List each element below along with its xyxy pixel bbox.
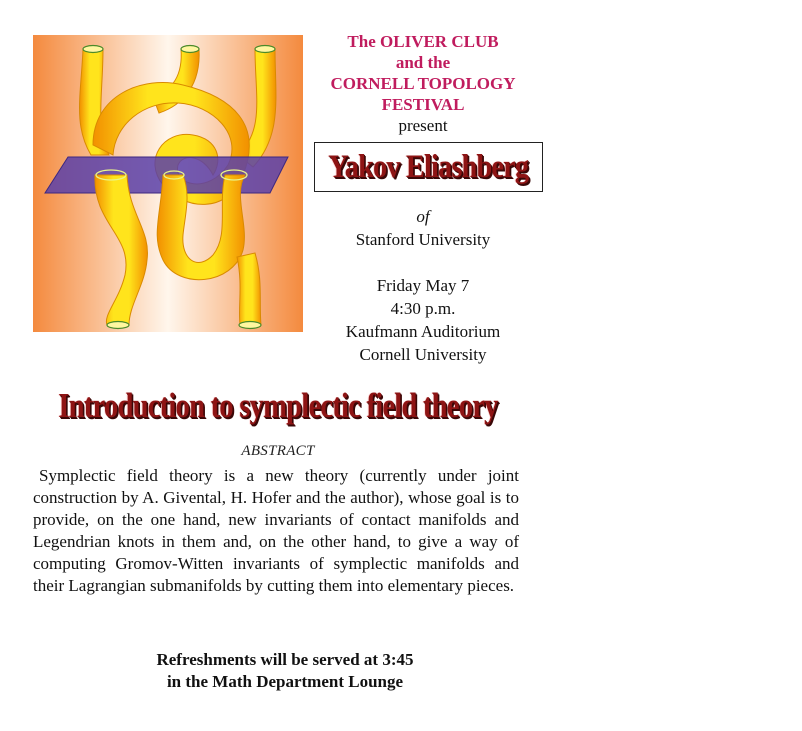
refreshments-line: Refreshments will be served at 3:45	[156, 650, 414, 669]
organizer-line: CORNELL TOPOLOGY	[330, 74, 516, 93]
event-date: Friday May 7	[376, 276, 470, 295]
organizer-line: FESTIVAL	[381, 95, 465, 114]
abstract-text: Symplectic field theory is a new theory (currently under joint construction by A. Givental, H. Hofer and the author), whose goal is to provide, on the one hand, new invariants of contact manifolds and Legendrian knots in them and, on the other hand, to give a way of computing Gromov-Witten invariants of symplectic manifolds and their Lagrangian submanifolds by cutting them into elementary pieces.	[33, 466, 519, 595]
event-venue: Kaufmann Auditorium	[345, 322, 501, 341]
present-text: present	[398, 116, 448, 135]
refreshments-location: in the Math Department Lounge	[166, 672, 404, 691]
speaker-affiliation: Stanford University	[355, 230, 491, 249]
speaker-event-info	[303, 205, 543, 366]
speaker-name: Yakov Eliashberg	[328, 148, 529, 185]
cobordism-illustration	[33, 35, 303, 332]
refreshments-notice	[33, 649, 537, 693]
abstract-heading: ABSTRACT	[241, 443, 315, 459]
organizer-line: and the	[395, 53, 451, 72]
organizers-block	[303, 31, 543, 136]
speaker-name-box	[314, 142, 543, 192]
organizer-line: The OLIVER CLUB	[347, 32, 499, 51]
event-institution: Cornell University	[359, 345, 487, 364]
of-text: of	[416, 207, 430, 226]
event-time: 4:30 p.m.	[390, 299, 456, 318]
talk-title: Introduction to symplectic field theory	[58, 386, 498, 425]
